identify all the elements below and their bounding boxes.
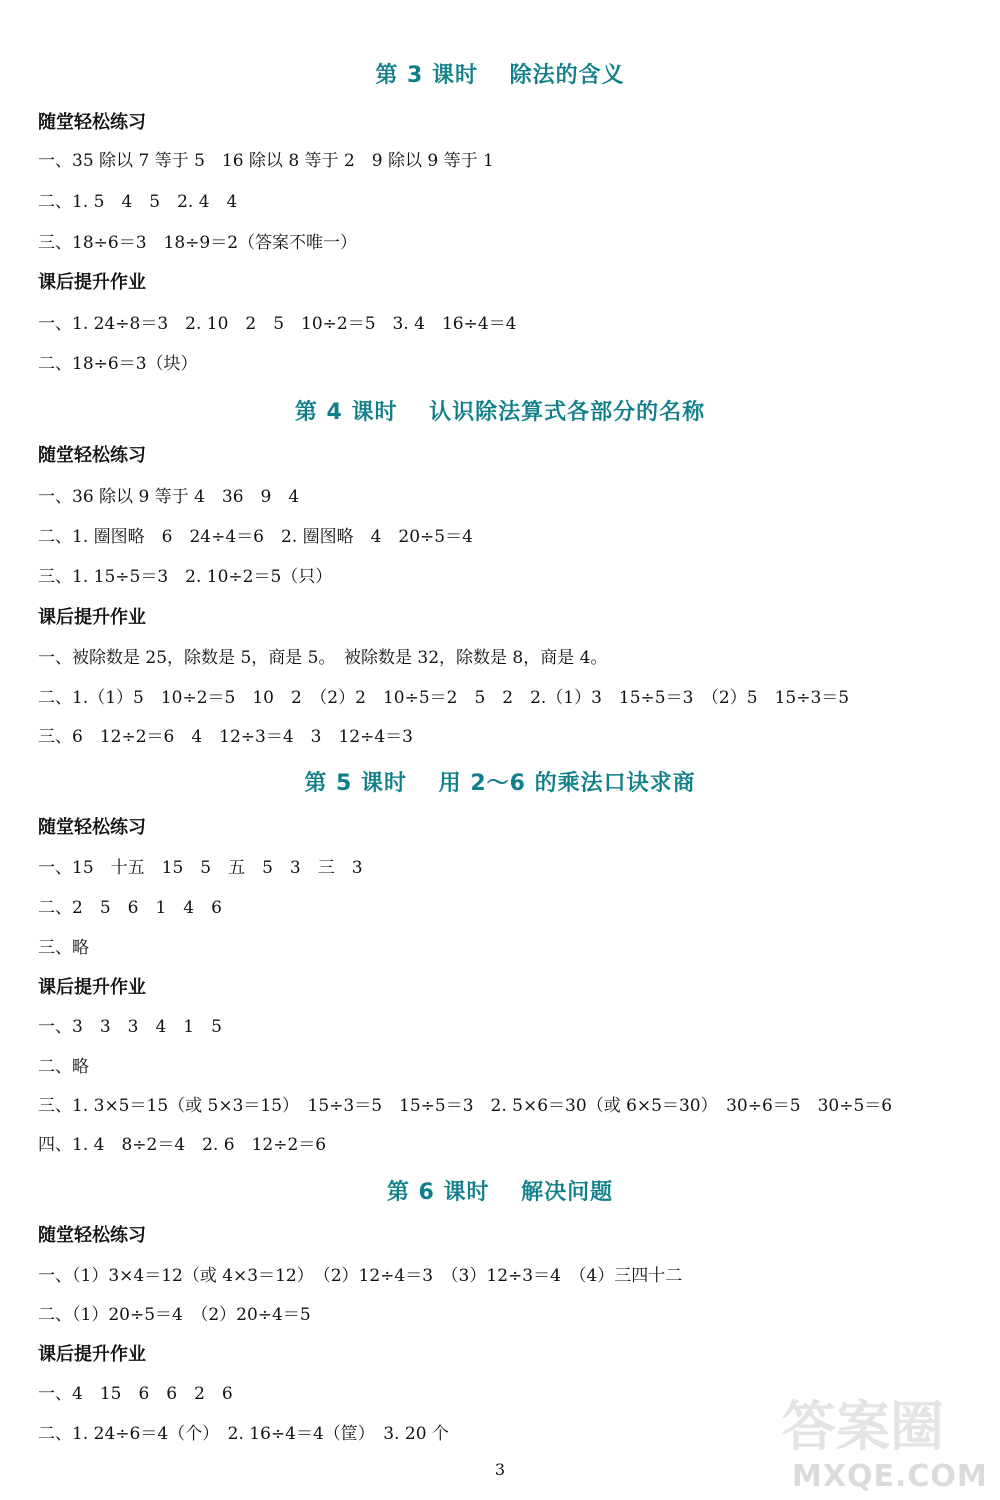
answer-line: 二、略 — [38, 1057, 89, 1077]
answer-line: 一、36 除以 9 等于 4 36 9 4 — [38, 487, 300, 507]
answer-line: 四、1. 4 8÷2＝4 2. 6 12÷2＝6 — [38, 1135, 327, 1155]
answer-line: 三、6 12÷2＝6 4 12÷3＝4 3 12÷4＝3 — [38, 727, 413, 747]
subsection-header: 课后提升作业 — [38, 272, 146, 293]
answer-line: 二、18÷6＝3（块） — [38, 354, 198, 374]
answer-line: 三、1. 3×5＝15（或 5×3＝15） 15÷3＝5 15÷5＝3 2. 5×6＝30（或 6×5＝30） 30÷6＝5 30÷5＝6 — [38, 1096, 893, 1116]
subsection-header: 课后提升作业 — [38, 607, 146, 628]
answer-line: 一、（1）3×4＝12（或 4×3＝12） （2）12÷4＝3 （3）12÷3＝4 （4）三四十二 — [38, 1266, 683, 1286]
subsection-header: 随堂轻松练习 — [38, 1225, 146, 1246]
subsection-header: 课后提升作业 — [38, 977, 146, 998]
section-title: 第 6 课时 解决问题 — [386, 1180, 614, 1205]
section-title: 第 3 课时 除法的含义 — [375, 63, 625, 88]
answer-line: 三、18÷6＝3 18÷9＝2（答案不唯一） — [38, 233, 358, 253]
watermark-url: MXQE.COM — [792, 1459, 988, 1494]
subsection-header: 随堂轻松练习 — [38, 445, 146, 466]
page-number: 3 — [494, 1460, 506, 1479]
answer-line: 三、略 — [38, 938, 89, 958]
section-title: 第 5 课时 用 2～6 的乘法口诀求商 — [304, 771, 696, 796]
subsection-header: 随堂轻松练习 — [38, 112, 146, 133]
answer-line: 一、4 15 6 6 2 6 — [38, 1384, 233, 1404]
answer-line: 二、1.（1）5 10÷2＝5 10 2 （2）2 10÷5＝2 5 2 2.（1）3 15÷5＝3 （2）5 15÷3＝5 — [38, 688, 850, 708]
answer-line: 二、1. 5 4 5 2. 4 4 — [38, 192, 238, 212]
answer-line: 三、1. 15÷5＝3 2. 10÷2＝5（只） — [38, 567, 333, 587]
answer-line: 一、1. 24÷8＝3 2. 10 2 5 10÷2＝5 3. 4 16÷4＝4 — [38, 314, 517, 334]
watermark-cn: 答案圈 — [782, 1395, 944, 1458]
section-title: 第 4 课时 认识除法算式各部分的名称 — [294, 400, 706, 425]
answer-line: 一、被除数是 25，除数是 5，商是 5。 被除数是 32，除数是 8，商是 4。 — [38, 648, 608, 668]
answer-line: 一、35 除以 7 等于 5 16 除以 8 等于 2 9 除以 9 等于 1 — [38, 151, 494, 171]
watermark-logo — [752, 1384, 992, 1494]
answer-line: 一、15 十五 15 5 五 5 3 三 3 — [38, 858, 363, 878]
answer-line: 二、2 5 6 1 4 6 — [38, 898, 222, 918]
answer-line: 二、1. 24÷6＝4（个） 2. 16÷4＝4（筐） 3. 20 个 — [38, 1424, 449, 1444]
subsection-header: 课后提升作业 — [38, 1344, 146, 1365]
answer-line: 一、3 3 3 4 1 5 — [38, 1017, 222, 1037]
subsection-header: 随堂轻松练习 — [38, 817, 146, 838]
answer-line: 二、1. 圈图略 6 24÷4＝6 2. 圈图略 4 20÷5＝4 — [38, 527, 473, 547]
answer-line: 二、（1）20÷5＝4 （2）20÷4＝5 — [38, 1305, 311, 1325]
